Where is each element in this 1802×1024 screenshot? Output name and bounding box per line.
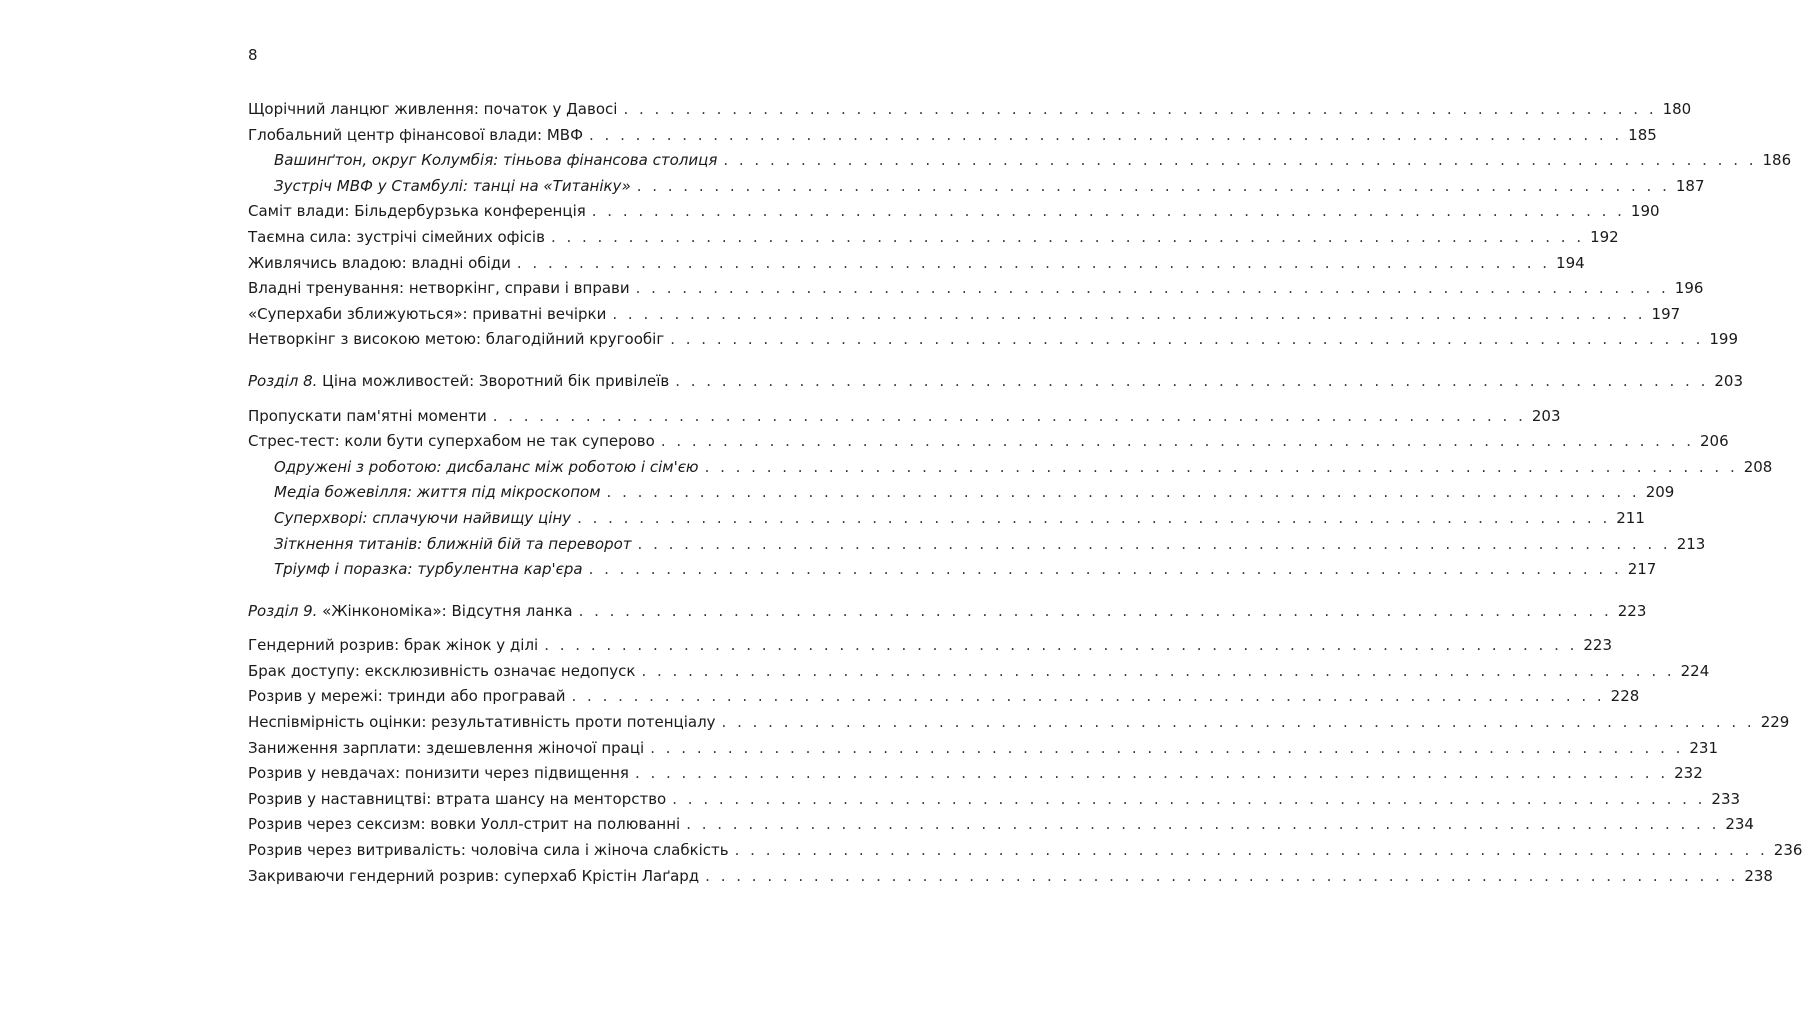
toc-page-number: 197: [1651, 304, 1681, 323]
toc-page-number: 196: [1674, 279, 1704, 298]
toc-entry: [248, 738, 1719, 764]
toc-subentry: [248, 508, 1645, 534]
toc-entry-title: Заниження зарплати: здешевлення жіночої праці: [248, 738, 645, 757]
toc-entry-title: Живлячись владою: владні обіди: [248, 253, 511, 272]
dot-leader: [675, 371, 1708, 391]
dot-leader: [572, 686, 1605, 706]
toc-page-number: 211: [1616, 508, 1645, 527]
toc-entry-title: Зустріч МВФ у Стамбулі: танці на «Титаніку»: [274, 176, 631, 195]
toc-entry: [248, 201, 1660, 227]
toc-entry: [248, 329, 1739, 355]
dot-leader: [705, 866, 1738, 886]
dot-leader: [623, 99, 1656, 119]
toc-entry: [248, 125, 1657, 151]
toc-entry: [248, 304, 1681, 330]
toc-entry-title: Гендерний розрив: брак жінок у ділі: [248, 636, 539, 655]
toc-entry: [248, 840, 1802, 866]
toc-subentry: [248, 534, 1706, 560]
toc-entry-title: Медіа божевілля: життя під мікроскопом: [274, 483, 601, 502]
dot-leader: [735, 840, 1768, 860]
toc-page-number: 236: [1773, 841, 1802, 860]
page-number: 8: [248, 46, 258, 64]
toc-page-number: 203: [1531, 406, 1561, 425]
toc-entry-title: Пропускати пам'ятні моменти: [248, 406, 487, 425]
toc-page-number: 234: [1725, 815, 1754, 834]
dot-leader: [672, 789, 1705, 809]
toc-page-number: 238: [1744, 866, 1773, 885]
toc-subentry: [248, 559, 1657, 585]
toc-subentry: [248, 176, 1705, 202]
toc-page-number: 223: [1617, 601, 1647, 620]
dot-leader: [551, 227, 1584, 247]
toc-entry: [248, 635, 1613, 661]
dot-leader: [589, 125, 1622, 145]
chapter-number: Розділ 9.: [248, 601, 318, 620]
toc-entry-title: Глобальний центр фінансової влади: МВФ: [248, 125, 584, 144]
dot-leader: [641, 661, 1674, 681]
dot-leader: [589, 559, 1622, 579]
toc-entry-title: Розрив у невдачах: понизити через підвищення: [248, 764, 629, 783]
dot-leader: [579, 601, 1612, 621]
toc-entry-title: Розрив через сексизм: вовки Уолл-стрит на полюванні: [248, 815, 681, 834]
toc-page-number: 228: [1610, 687, 1640, 706]
toc-entry-title: Одружені з роботою: дисбаланс між роботою і сім'єю: [274, 457, 699, 476]
dot-leader: [636, 278, 1669, 298]
dot-leader: [493, 406, 1526, 426]
dot-leader: [592, 201, 1625, 221]
toc-entry-title: «Суперхаби зближуються»: приватні вечірки: [248, 304, 607, 323]
table-of-contents: [248, 99, 1802, 891]
dot-leader: [723, 150, 1756, 170]
toc-entry: [248, 253, 1585, 279]
toc-page-number: 213: [1676, 534, 1706, 553]
toc-page-number: 203: [1714, 371, 1743, 390]
dot-leader: [686, 814, 1719, 834]
toc-entry: [248, 661, 1710, 687]
toc-entry-title: Владні тренування: нетворкінг, справи і вправи: [248, 279, 630, 298]
dot-leader: [517, 253, 1550, 273]
toc-page-number: 187: [1675, 176, 1705, 195]
toc-entry-title: Щорічний ланцюг живлення: початок у Давосі: [248, 100, 618, 118]
toc-page-number: 190: [1630, 202, 1660, 221]
toc-chapter-heading: [248, 601, 1647, 627]
toc-entry-title: Неспівмірність оцінки: результативність проти потенціалу: [248, 713, 716, 732]
toc-page-number: 185: [1628, 125, 1657, 144]
dot-leader: [650, 738, 1683, 758]
toc-entry-title: Розрив у мережі: тринди або програвай: [248, 687, 566, 706]
toc-page-number: 217: [1627, 560, 1657, 579]
dot-leader: [637, 176, 1670, 196]
toc-page-number: 208: [1743, 457, 1773, 476]
toc-entry-title: Розрив у наставництві: втрата шансу на менторство: [248, 789, 667, 808]
toc-chapter-heading: [248, 371, 1743, 397]
toc-entry: [248, 686, 1640, 712]
toc-page-number: 199: [1709, 330, 1739, 349]
dot-leader: [661, 431, 1694, 451]
toc-entry-title: Нетворкінг з високою метою: благодійний кругообіг: [248, 330, 665, 349]
toc-entry-title: Вашинґтон, округ Колумбія: тіньова фінансова столиця: [274, 151, 718, 170]
toc-entry-title: Стрес-тест: коли бути суперхабом не так суперово: [248, 432, 655, 451]
dot-leader: [670, 329, 1703, 349]
toc-page-number: 223: [1583, 636, 1613, 655]
toc-subentry: [248, 150, 1792, 176]
toc-page-number: 206: [1699, 432, 1729, 451]
toc-page-number: 233: [1711, 789, 1741, 808]
toc-entry: [248, 431, 1729, 457]
toc-entry-title: Таємна сила: зустрічі сімейних офісів: [248, 227, 545, 246]
toc-entry-title: Тріумф і поразка: турбулентна кар'єра: [274, 560, 583, 579]
toc-entry-title: Суперхворі: сплачуючи найвищу ціну: [274, 508, 572, 527]
dot-leader: [612, 304, 1645, 324]
toc-page-number: 229: [1760, 713, 1790, 732]
toc-page-number: 224: [1680, 661, 1710, 680]
toc-entry: [248, 278, 1704, 304]
toc-subentry: [248, 482, 1675, 508]
toc-entry: [248, 406, 1561, 432]
chapter-title: «Жінкономіка»: Відсутня ланка: [317, 601, 573, 620]
toc-entry-title: [248, 601, 573, 621]
dot-leader: [722, 712, 1755, 732]
dot-leader: [705, 457, 1738, 477]
toc-entry-title: Саміт влади: Більдербурзька конференція: [248, 202, 586, 221]
chapter-number: Розділ 8.: [248, 371, 318, 390]
toc-entry-title: Брак доступу: ексклюзивність означає недопуск: [248, 661, 636, 680]
chapter-title: Ціна можливостей: Зворотний бік привілеїв: [317, 371, 670, 390]
dot-leader: [638, 534, 1671, 554]
dot-leader: [635, 763, 1668, 783]
toc-page-number: 209: [1645, 483, 1675, 502]
toc-entry: [248, 712, 1790, 738]
toc-entry: [248, 789, 1741, 815]
toc-page-number: 186: [1762, 151, 1792, 170]
dot-leader: [544, 635, 1577, 655]
toc-entry: [248, 99, 1692, 125]
toc-entry-title: Закриваючи гендерний розрив: суперхаб Крістін Лаґард: [248, 866, 700, 885]
toc-entry: [248, 866, 1773, 892]
toc-page-number: 192: [1590, 227, 1619, 246]
toc-entry-title: [248, 371, 669, 391]
dot-leader: [607, 482, 1640, 502]
toc-page-number: 232: [1674, 764, 1703, 783]
dot-leader: [577, 508, 1610, 528]
toc-entry-title: Зіткнення титанів: ближній бій та переворот: [274, 534, 632, 553]
toc-entry-title: Розрив через витривалість: чоловіча сила і жіноча слабкість: [248, 841, 729, 860]
toc-entry: [248, 814, 1754, 840]
toc-page-number: 231: [1689, 738, 1719, 757]
toc-page-number: 180: [1662, 100, 1692, 118]
toc-entry: [248, 227, 1619, 253]
toc-page-number: 194: [1556, 253, 1585, 272]
toc-entry: [248, 763, 1703, 789]
toc-subentry: [248, 457, 1773, 483]
